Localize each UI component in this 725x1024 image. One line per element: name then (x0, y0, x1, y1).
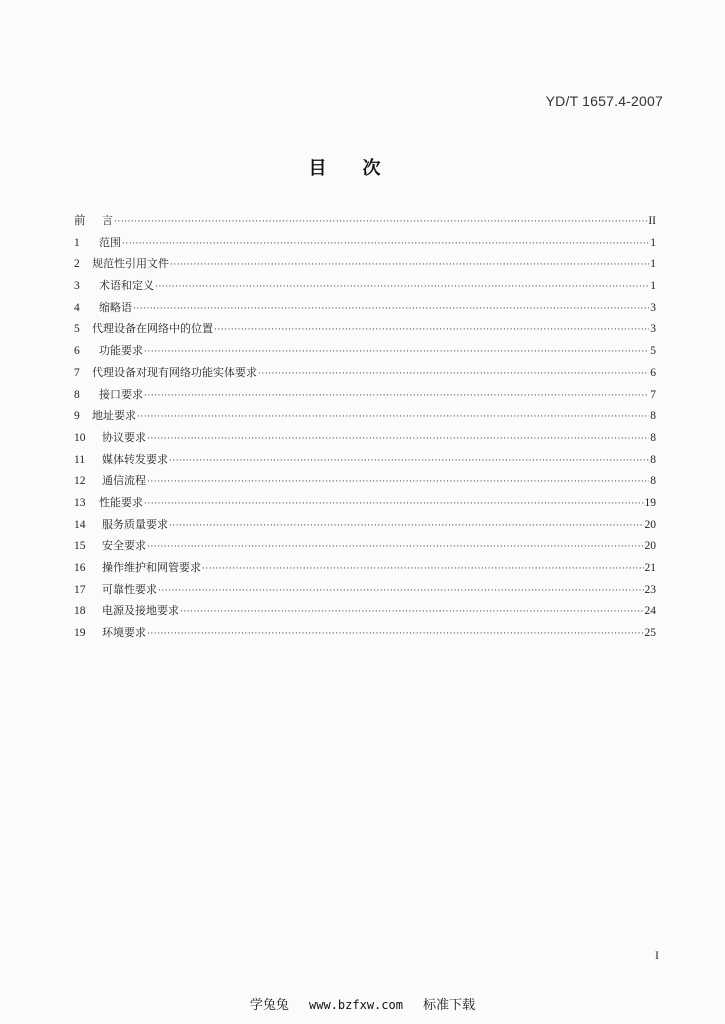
toc-dot-leader (147, 472, 649, 494)
toc-entry-4[interactable] (74, 297, 656, 319)
toc-entry-14[interactable] (74, 514, 656, 536)
toc-entry-number: 8 (74, 388, 80, 401)
toc-entry-title: 性能要求 (99, 495, 143, 509)
toc-entry-title: 代理设备对现有网络功能实体要求 (92, 365, 257, 379)
toc-entry-5[interactable] (74, 318, 656, 340)
toc-entry-page: 23 (644, 583, 656, 596)
toc-entry-18[interactable] (74, 600, 656, 622)
footer-slogan: 标准下载 (423, 998, 476, 1013)
toc-entry-page: 7 (650, 388, 656, 401)
toc-entry-number: 6 (74, 345, 80, 358)
footer-site-name: 学兔兔 (249, 998, 289, 1013)
toc-entry-number: 10 (74, 431, 86, 444)
toc-entry-title: 安全要求 (102, 539, 146, 553)
toc-entry-7[interactable] (74, 362, 656, 384)
table-of-contents (74, 210, 656, 644)
toc-entry-page: 1 (650, 280, 656, 293)
toc-entry-title: 功能要求 (99, 344, 143, 358)
toc-entry-number: 17 (74, 583, 86, 596)
toc-dot-leader (169, 451, 649, 473)
page-number: I (655, 948, 659, 962)
toc-entry-title: 操作维护和网管要求 (102, 561, 201, 574)
toc-dot-leader (214, 320, 649, 342)
toc-entry-8[interactable] (74, 384, 656, 406)
toc-entry-number: 15 (74, 540, 86, 553)
toc-entry-title: 媒体转发要求 (102, 452, 168, 466)
toc-entry-page: 8 (650, 475, 656, 488)
toc-entry-title: 服务质量要求 (102, 517, 168, 531)
toc-entry-11[interactable] (74, 449, 656, 471)
toc-dot-leader (158, 581, 644, 603)
toc-dot-leader (147, 537, 644, 559)
toc-entry-title: 协议要求 (102, 430, 146, 444)
toc-entry-number: 16 (74, 562, 86, 574)
toc-entry-number: 前 (74, 215, 86, 227)
toc-entry-title: 环境要求 (102, 626, 146, 640)
toc-entry-number: 1 (74, 236, 80, 249)
toc-entry-page: 20 (644, 540, 656, 553)
toc-entry-page: II (648, 215, 656, 227)
toc-entry-number: 2 (74, 258, 80, 271)
toc-entry-title: 术语和定义 (99, 279, 154, 293)
toc-dot-leader (202, 559, 644, 581)
toc-entry-6[interactable] (74, 340, 656, 362)
toc-entry-page: 3 (650, 323, 656, 336)
toc-dot-leader (144, 386, 649, 408)
toc-entry-page: 6 (650, 366, 656, 379)
toc-entry-title: 代理设备在网络中的位置 (92, 322, 213, 336)
toc-entry-number: 3 (74, 280, 80, 293)
toc-entry-title: 可靠性要求 (102, 582, 157, 596)
footer-url-link[interactable]: www.bzfxw.com (309, 998, 403, 1012)
toc-entry-page: 1 (650, 258, 656, 271)
toc-entry-17[interactable] (74, 579, 656, 601)
toc-dot-leader (133, 299, 649, 321)
toc-dot-leader (114, 212, 647, 234)
toc-entry-19[interactable] (74, 622, 656, 644)
toc-entry-page: 8 (650, 431, 656, 444)
toc-entry-page: 8 (650, 453, 656, 466)
page-title: 目次 (308, 158, 417, 179)
toc-entry-page: 3 (650, 301, 656, 314)
toc-entry-title: 规范性引用文件 (92, 257, 169, 271)
toc-entry-12[interactable] (74, 470, 656, 492)
toc-entry-title: 电源及接地要求 (102, 604, 179, 618)
toc-entry-number: 5 (74, 323, 80, 336)
toc-entry-13[interactable] (74, 492, 656, 514)
toc-dot-leader (169, 516, 644, 538)
toc-entry-number: 7 (74, 366, 80, 379)
document-code: YD/T 1657.4-2007 (545, 93, 663, 109)
toc-entry-title: 通信流程 (102, 474, 146, 488)
toc-entry-15[interactable] (74, 535, 656, 557)
toc-entry-1[interactable] (74, 232, 656, 254)
toc-entry-page: 19 (644, 496, 656, 509)
toc-entry-page: 24 (644, 605, 656, 618)
toc-entry-number: 19 (74, 627, 86, 640)
toc-dot-leader (122, 234, 649, 256)
toc-dot-leader (180, 602, 644, 624)
toc-dot-leader (137, 407, 649, 429)
toc-entry-page: 20 (644, 518, 656, 531)
toc-dot-leader (147, 624, 644, 646)
toc-entry-page: 8 (650, 410, 656, 423)
footer-watermark (0, 994, 725, 1013)
toc-dot-leader (258, 364, 649, 386)
toc-entry-title: 言 (102, 214, 113, 227)
toc-entry-page: 5 (650, 345, 656, 358)
toc-entry-number: 14 (74, 518, 86, 531)
toc-entry-number: 18 (74, 605, 86, 618)
toc-entry-16[interactable] (74, 557, 656, 579)
toc-entry-number: 13 (74, 496, 86, 509)
toc-dot-leader (170, 255, 649, 277)
toc-entry-number: 9 (74, 410, 80, 423)
toc-entry-title: 接口要求 (99, 387, 143, 401)
toc-entry-page: 21 (644, 562, 656, 574)
toc-entry-page: 25 (644, 627, 656, 640)
toc-entry-page: 1 (650, 236, 656, 249)
toc-entry-title: 缩略语 (99, 300, 132, 314)
toc-dot-leader (144, 494, 644, 516)
toc-entry-number: 12 (74, 475, 86, 488)
toc-entry-title: 范围 (99, 235, 121, 249)
toc-entry-title: 地址要求 (92, 409, 136, 423)
toc-dot-leader (147, 429, 649, 451)
toc-entry-9[interactable] (74, 405, 656, 427)
toc-entry-number: 4 (74, 301, 80, 314)
toc-entry-10[interactable] (74, 427, 656, 449)
toc-entry-number: 11 (74, 453, 86, 466)
toc-entry-foreword[interactable] (74, 210, 656, 232)
toc-dot-leader (155, 277, 649, 299)
toc-entry-3[interactable] (74, 275, 656, 297)
toc-dot-leader (144, 342, 649, 364)
toc-entry-2[interactable] (74, 253, 656, 275)
